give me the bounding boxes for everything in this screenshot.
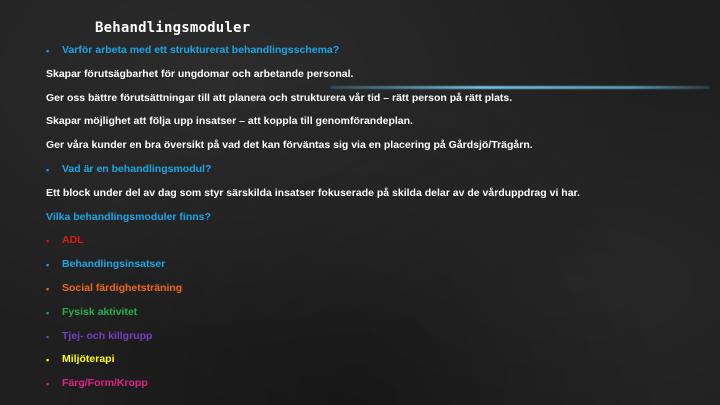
line-text: Ger oss bättre förutsättningar till att planera och strukturera vår tid – rätt person på rätt plats. — [46, 91, 513, 104]
bullet-item — [46, 330, 152, 342]
line-text: Behandlingsinsatser — [62, 258, 166, 271]
bullet-icon: ▪ — [46, 260, 50, 271]
bullet-item — [46, 306, 137, 318]
line-text: Ger våra kunder en bra översikt på vad det kan förväntas sig via en placering på Gårdsjö/Trägårn. — [46, 139, 533, 152]
bullet-icon: ▪ — [46, 46, 50, 56]
line-text: Ett block under del av dag som styr särskilda insatser fokuserade på skilda delar av de vårduppdrag vi har. — [46, 186, 580, 199]
bullet-icon: ▪ — [46, 379, 50, 390]
chalk-underline — [330, 86, 710, 89]
slide-title: Behandlingsmoduler — [95, 20, 251, 36]
bullet-item — [46, 234, 84, 246]
bullet-item — [46, 377, 148, 389]
bullet-item — [46, 282, 182, 294]
text-line — [46, 115, 413, 127]
text-line — [46, 92, 512, 104]
bullet-icon: ▪ — [46, 307, 50, 318]
bullet-icon: ▪ — [46, 355, 50, 366]
bullet-icon: ▪ — [46, 236, 50, 247]
text-line — [46, 211, 211, 223]
line-text: Varför arbeta med ett strukturerat behandlingsschema? — [62, 44, 340, 56]
bullet-icon: ▪ — [46, 284, 50, 294]
text-line — [46, 68, 353, 80]
bullet-item — [46, 163, 211, 175]
line-text: Fysisk aktivitet — [62, 305, 138, 318]
bullet-icon: ▪ — [46, 331, 50, 342]
line-text: Tjej- och killgrupp — [62, 329, 153, 342]
line-text: Färg/Form/Kropp — [62, 377, 148, 390]
line-text: Skapar förutsägbarhet för ungdomar och arbetande personal. — [46, 67, 354, 80]
text-line — [46, 139, 533, 151]
bullet-item — [46, 258, 165, 270]
text-line — [46, 187, 580, 199]
bullet-item — [46, 353, 115, 365]
line-text: Skapar möjlighet att följa upp insatser – att koppla till genomförandeplan. — [46, 115, 413, 128]
line-text: Social färdighetsträning — [62, 282, 183, 294]
line-text: Vad är en behandlingsmodul? — [62, 163, 212, 175]
bullet-item — [46, 44, 339, 56]
line-text: Miljöterapi — [62, 353, 115, 366]
line-text: ADL — [62, 234, 84, 247]
line-text: Vilka behandlingsmoduler finns? — [46, 210, 211, 223]
bullet-icon: ▪ — [46, 165, 50, 175]
